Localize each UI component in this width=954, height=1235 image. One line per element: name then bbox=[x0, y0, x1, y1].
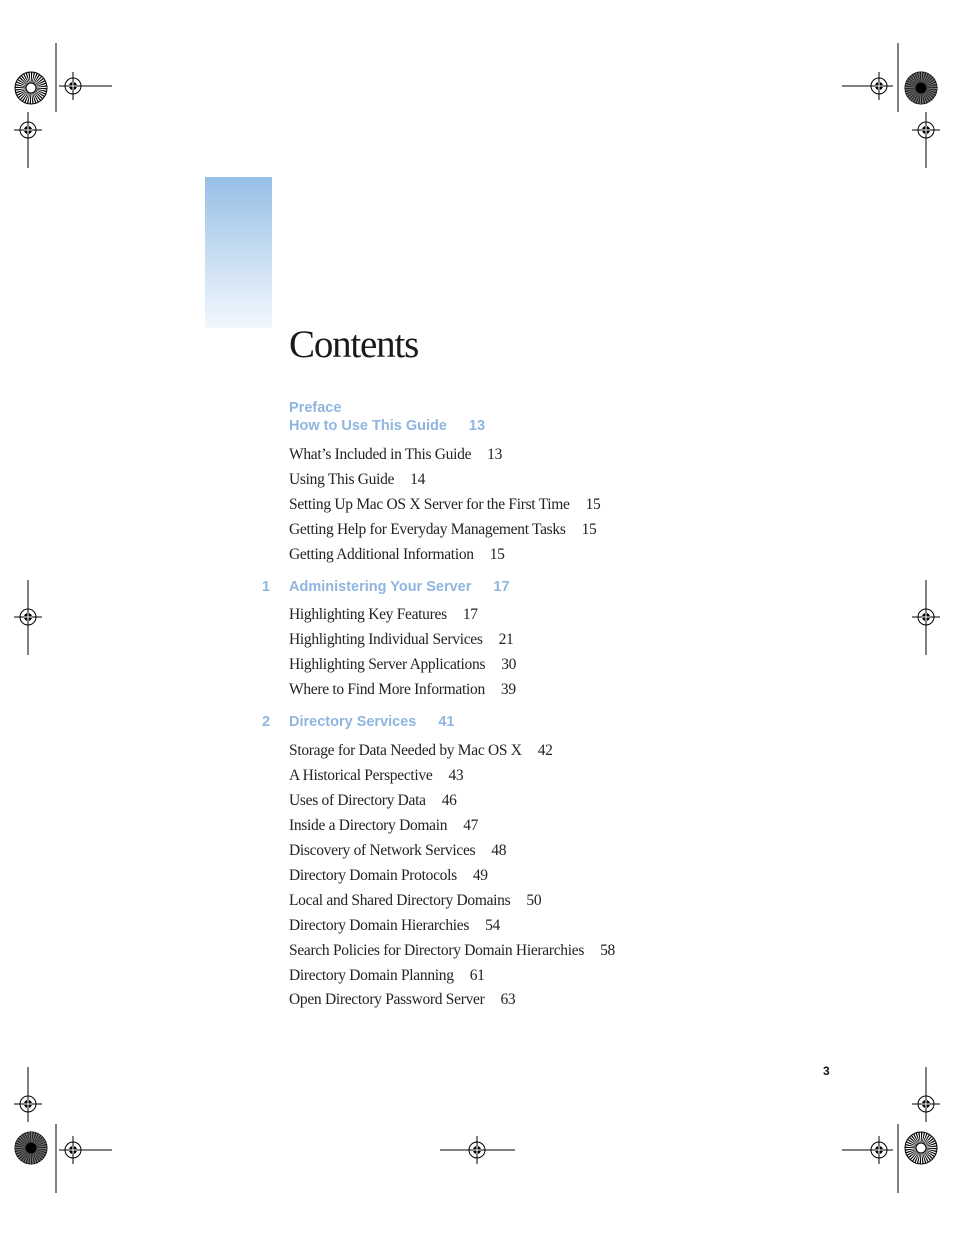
toc-entry[interactable] bbox=[289, 941, 615, 961]
toc-entry-text: Highlighting Server Applications bbox=[289, 656, 486, 673]
toc-entry[interactable] bbox=[289, 655, 516, 675]
toc-entry-page: 50 bbox=[526, 892, 542, 909]
toc-entry-text: Discovery of Network Services bbox=[289, 842, 476, 859]
toc-entry[interactable] bbox=[289, 766, 463, 786]
star-target-mark bbox=[905, 72, 937, 104]
toc-entry[interactable] bbox=[289, 966, 485, 986]
toc-entry[interactable] bbox=[289, 445, 502, 465]
toc-entry[interactable] bbox=[289, 545, 505, 565]
toc-entry-page: 30 bbox=[501, 656, 517, 673]
preface-label: Preface bbox=[289, 400, 342, 416]
toc-entry-page: 39 bbox=[500, 681, 516, 698]
toc-entry-text: Inside a Directory Domain bbox=[289, 817, 448, 834]
toc-entry[interactable] bbox=[289, 816, 478, 836]
registration-mark bbox=[912, 116, 940, 144]
toc-entry-text: Open Directory Password Server bbox=[289, 991, 485, 1008]
toc-entry-page: 43 bbox=[448, 767, 464, 784]
toc-entry[interactable] bbox=[289, 891, 541, 911]
toc-entry[interactable] bbox=[289, 741, 553, 761]
toc-entry-text: What’s Included in This Guide bbox=[289, 446, 472, 463]
toc-entry-page: 46 bbox=[441, 792, 457, 809]
toc-entry-text: Local and Shared Directory Domains bbox=[289, 892, 511, 909]
toc-entry-page: 61 bbox=[469, 967, 485, 984]
toc-entry-text: Directory Domain Protocols bbox=[289, 867, 457, 884]
toc-entry[interactable] bbox=[289, 520, 596, 540]
toc-entry-text: Setting Up Mac OS X Server for the First Time bbox=[289, 496, 570, 513]
toc-entry-page: 15 bbox=[489, 546, 505, 563]
star-target-mark bbox=[15, 1132, 47, 1164]
toc-entry-page: 58 bbox=[600, 942, 615, 959]
chapter-number: 1 bbox=[262, 579, 271, 595]
toc-entry[interactable] bbox=[289, 630, 514, 650]
toc-entry-page: 63 bbox=[500, 991, 516, 1008]
toc-entry-page: 15 bbox=[585, 496, 601, 513]
toc-entry[interactable] bbox=[289, 866, 488, 886]
page-title: Contents bbox=[289, 323, 419, 366]
toc-entry-page: 17 bbox=[462, 606, 478, 623]
registration-mark bbox=[912, 1090, 940, 1118]
toc-entry-page: 54 bbox=[485, 917, 501, 934]
toc-entry-text: Storage for Data Needed by Mac OS X bbox=[289, 742, 522, 759]
toc-entry[interactable] bbox=[289, 841, 506, 861]
preface-heading-page: 13 bbox=[468, 418, 486, 434]
toc-entry-text: Highlighting Individual Services bbox=[289, 631, 483, 648]
chapter-heading-page: 41 bbox=[438, 714, 455, 730]
toc-entry-page: 48 bbox=[491, 842, 507, 859]
registration-mark bbox=[463, 1136, 491, 1164]
registration-mark bbox=[865, 1136, 893, 1164]
chapter-heading[interactable] bbox=[289, 578, 510, 596]
toc-entry[interactable] bbox=[289, 791, 457, 811]
toc-entry-text: Getting Additional Information bbox=[289, 546, 474, 563]
registration-mark bbox=[912, 603, 940, 631]
toc-entry-page: 15 bbox=[581, 521, 597, 538]
toc-entry-text: Highlighting Key Features bbox=[289, 606, 447, 623]
toc-entry[interactable] bbox=[289, 916, 500, 936]
toc-entry-page: 47 bbox=[463, 817, 479, 834]
toc-entry[interactable] bbox=[289, 470, 425, 490]
registration-mark bbox=[865, 72, 893, 100]
chapter-tab-graphic bbox=[205, 177, 272, 328]
toc-entry-text: Search Policies for Directory Domain Hierarchies bbox=[289, 942, 585, 959]
registration-mark bbox=[14, 116, 42, 144]
toc-entry-page: 13 bbox=[487, 446, 503, 463]
toc-entry-text: Getting Help for Everyday Management Tasks bbox=[289, 521, 566, 538]
star-target-mark bbox=[15, 72, 47, 104]
preface-heading[interactable] bbox=[289, 417, 485, 435]
registration-mark bbox=[59, 1136, 87, 1164]
toc-entry-page: 21 bbox=[498, 631, 514, 648]
toc-entry-text: Using This Guide bbox=[289, 471, 395, 488]
toc-entry-text: Directory Domain Planning bbox=[289, 967, 454, 984]
registration-mark bbox=[59, 72, 87, 100]
chapter-heading-text: Directory Services bbox=[289, 714, 417, 730]
toc-entry-text: Where to Find More Information bbox=[289, 681, 485, 698]
registration-mark bbox=[14, 1090, 42, 1118]
preface-heading-text: How to Use This Guide bbox=[289, 418, 447, 434]
toc-entry[interactable] bbox=[289, 990, 515, 1010]
star-target-mark bbox=[905, 1132, 937, 1164]
chapter-heading-text: Administering Your Server bbox=[289, 579, 472, 595]
toc-entry[interactable] bbox=[289, 495, 600, 515]
toc-entry-page: 42 bbox=[537, 742, 553, 759]
toc-entry-text: A Historical Perspective bbox=[289, 767, 433, 784]
toc-entry-page: 14 bbox=[410, 471, 426, 488]
toc-entry[interactable] bbox=[289, 680, 516, 700]
toc-entry[interactable] bbox=[289, 605, 478, 625]
toc-entry-page: 49 bbox=[472, 867, 488, 884]
toc-entry-text: Directory Domain Hierarchies bbox=[289, 917, 470, 934]
chapter-heading-page: 17 bbox=[493, 579, 510, 595]
chapter-number: 2 bbox=[262, 714, 271, 730]
registration-mark bbox=[14, 603, 42, 631]
toc-entry-text: Uses of Directory Data bbox=[289, 792, 426, 809]
page-number: 3 bbox=[823, 1064, 830, 1078]
chapter-heading[interactable] bbox=[289, 713, 455, 731]
